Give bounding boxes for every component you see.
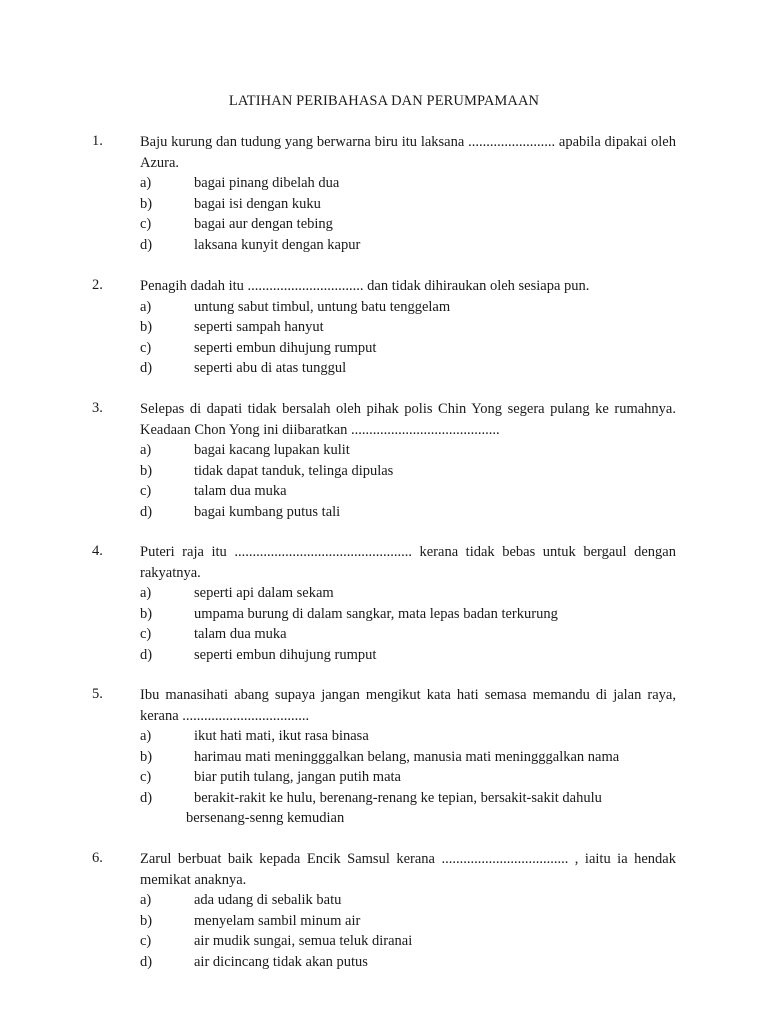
question-stem: Ibu manasihati abang supaya jangan mengikut kata hati semasa memandu di jalan raya, kerana ...................................	[140, 687, 676, 724]
question-stem: Selepas di dapati tidak bersalah oleh pihak polis Chin Yong segera pulang ke rumahnya. Keadaan Chon Yong ini diibaratkan .........................................	[140, 401, 676, 438]
option-b	[140, 317, 676, 338]
option-letter: c)	[140, 933, 152, 949]
question-2	[92, 276, 676, 379]
question-5	[92, 685, 676, 829]
option-text: tidak dapat tanduk, telinga dipulas	[194, 462, 394, 479]
question-stem: Baju kurung dan tudung yang berwarna biru itu laksana ........................ apabila dipakai oleh Azura.	[140, 134, 676, 171]
option-text: seperti api dalam sekam	[194, 585, 334, 601]
option-letter: b)	[140, 195, 153, 212]
option-c	[140, 931, 676, 952]
option-letter: c)	[140, 216, 152, 232]
option-letter: a)	[140, 175, 152, 191]
option-text: seperti abu di atas tunggul	[194, 360, 347, 376]
option-letter: d)	[140, 789, 153, 806]
question-1	[92, 132, 676, 255]
option-d	[140, 235, 676, 256]
option-b	[140, 194, 676, 215]
question-number: 2.	[92, 277, 103, 293]
option-d	[140, 952, 676, 973]
option-c	[140, 338, 676, 359]
option-text: seperti sampah hanyut	[194, 319, 324, 335]
option-text: seperti embun dihujung rumput	[194, 646, 377, 663]
option-text: menyelam sambil minum air	[194, 912, 361, 929]
option-letter: a)	[140, 298, 152, 315]
option-a	[140, 173, 676, 194]
option-b	[140, 747, 676, 768]
option-letter: a)	[140, 892, 152, 908]
question-stem: Puteri raja itu ................................................. kerana tidak bebas untuk bergaul dengan rakyatnya.	[140, 544, 676, 581]
option-a	[140, 726, 676, 747]
option-text: biar putih tulang, jangan putih mata	[194, 769, 401, 785]
option-letter: b)	[140, 912, 153, 929]
option-a	[140, 440, 676, 461]
option-c	[140, 214, 676, 235]
option-c	[140, 481, 676, 502]
option-text: air dicincang tidak akan putus	[194, 953, 368, 970]
option-d	[140, 502, 676, 523]
question-6	[92, 849, 676, 972]
question-stem: Penagih dadah itu ................................ dan tidak dihiraukan oleh sesiapa pun.	[140, 278, 590, 294]
question-3	[92, 399, 676, 522]
question-number: 5.	[92, 686, 103, 702]
worksheet-title: LATIHAN PERIBAHASA DAN PERUMPAMAAN	[228, 93, 540, 109]
option-letter: c)	[140, 769, 152, 785]
question-number: 6.	[92, 850, 103, 866]
option-text: untung sabut timbul, untung batu tenggelam	[194, 298, 451, 315]
option-letter: b)	[140, 319, 153, 335]
option-text-continued: bersenang-senng kemudian	[186, 810, 345, 826]
option-text: ikut hati mati, ikut rasa binasa	[194, 728, 369, 744]
option-text: air mudik sungai, semua teluk diranai	[194, 933, 413, 949]
question-number: 1.	[92, 133, 103, 149]
question-4	[92, 542, 676, 665]
option-text: ada udang di sebalik batu	[194, 892, 342, 908]
option-c	[140, 767, 676, 788]
option-text: talam dua muka	[194, 483, 287, 499]
option-d	[140, 645, 676, 666]
question-stem: Zarul berbuat baik kepada Encik Samsul kerana ................................... , iaitu ia hendak memikat anaknya.	[140, 851, 676, 888]
option-letter: d)	[140, 953, 153, 970]
option-letter: a)	[140, 728, 152, 744]
option-text: bagai kacang lupakan kulit	[194, 442, 350, 458]
option-letter: c)	[140, 626, 152, 642]
option-d	[140, 788, 676, 829]
option-letter: c)	[140, 339, 152, 356]
option-a	[140, 583, 676, 604]
option-letter: b)	[140, 748, 153, 765]
question-number: 4.	[92, 543, 103, 559]
option-text: talam dua muka	[194, 626, 287, 642]
option-letter: a)	[140, 585, 152, 601]
option-c	[140, 624, 676, 645]
option-letter: d)	[140, 646, 153, 663]
option-text: seperti embun dihujung rumput	[194, 339, 377, 356]
option-text: bagai kumbang putus tali	[194, 503, 341, 520]
option-letter: a)	[140, 442, 152, 458]
option-letter: b)	[140, 605, 153, 622]
option-text: laksana kunyit dengan kapur	[194, 236, 361, 253]
option-text: bagai aur dengan tebing	[194, 216, 333, 232]
option-letter: d)	[140, 236, 153, 253]
option-text: umpama burung di dalam sangkar, mata lepas badan terkurung	[194, 605, 558, 622]
option-letter: b)	[140, 462, 153, 479]
option-d	[140, 358, 676, 379]
option-a	[140, 297, 676, 318]
option-letter: d)	[140, 360, 153, 376]
option-b	[140, 461, 676, 482]
option-b	[140, 911, 676, 932]
option-letter: d)	[140, 503, 153, 520]
option-b	[140, 604, 676, 625]
option-letter: c)	[140, 483, 152, 499]
option-text: harimau mati meningggalkan belang, manusia mati meningggalkan nama	[194, 748, 620, 765]
option-a	[140, 890, 676, 911]
option-text: bagai pinang dibelah dua	[194, 175, 340, 191]
option-text: berakit-rakit ke hulu, berenang-renang ke tepian, bersakit-sakit dahulu	[194, 789, 602, 806]
question-number: 3.	[92, 400, 103, 416]
option-text: bagai isi dengan kuku	[194, 195, 321, 212]
